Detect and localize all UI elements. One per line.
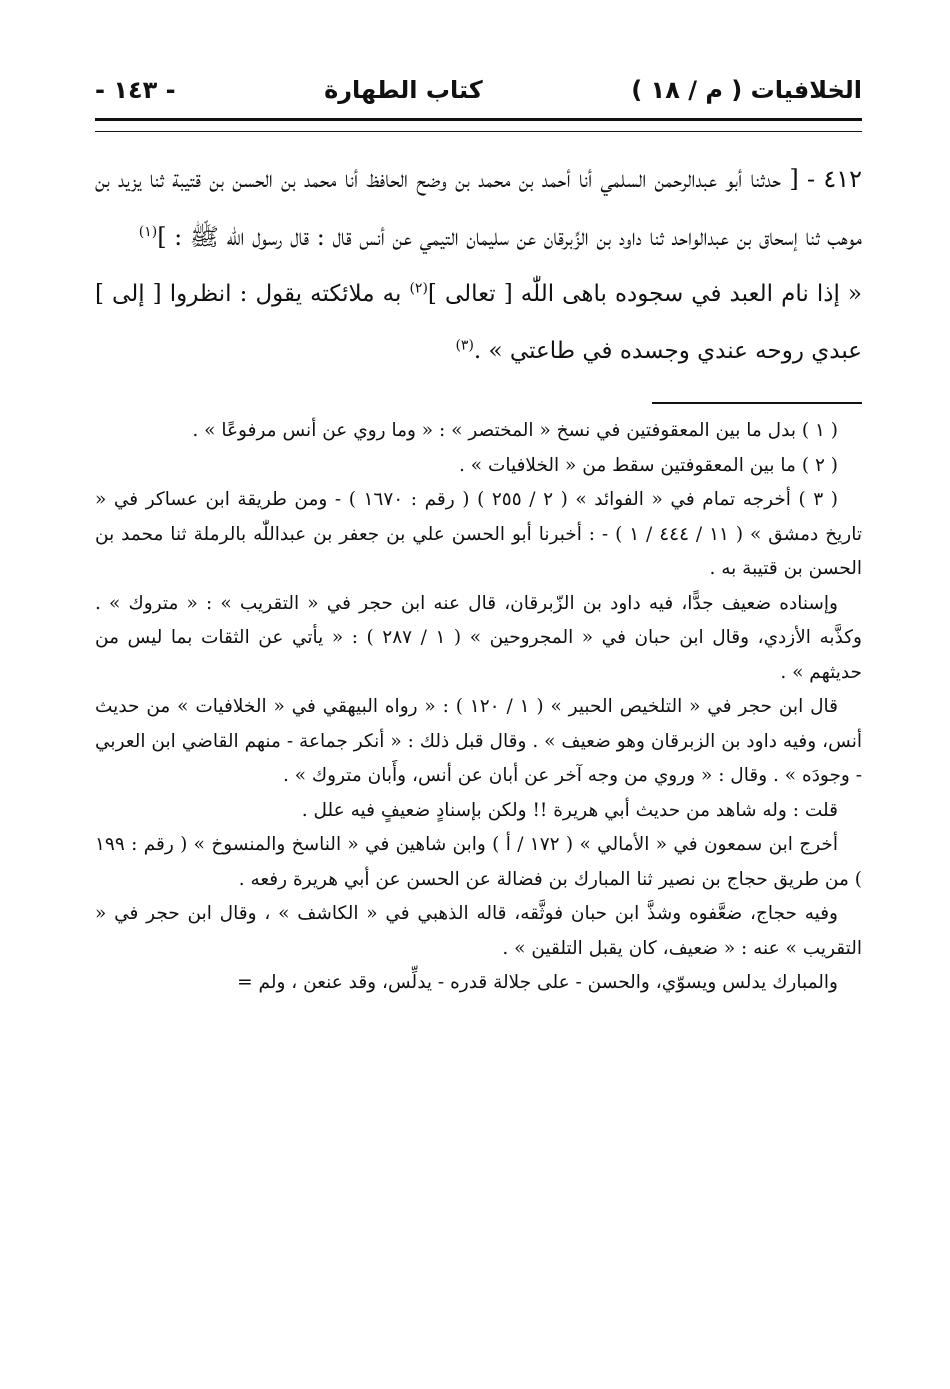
hadith-text-part2: به ملائكته يقول : انظروا [ إلى ] عبدي روحه عندي وجسده في طاعتي » . xyxy=(95,281,862,364)
footnote-paragraph: وفيه حجاج، ضعَّفوه وشذَّ ابن حبان فوثَّقه، قاله الذهبي في « الكاشف » ، وقال ابن حجر في « التقريب » عنه : « ضعيف، كان يقبل التلقين » . xyxy=(95,903,862,959)
footnote-paragraph: والمبارك يدلس ويسوّي، والحسن - على جلالة قدره - يدلِّس، وقد عنعن ، ولم = xyxy=(237,972,838,993)
footnote-paragraph: قلت : وله شاهد من حديث أبي هريرة !! ولكن بإسنادٍ ضعيفٍ فيه علل . xyxy=(301,799,838,821)
main-text xyxy=(95,150,862,380)
running-header xyxy=(95,70,862,110)
footnote-3: ( ٣ ) أخرجه تمام في « الفوائد » ( ٢ / ٢٥٥ ) ( رقم : ١٦٧٠ ) - ومن طريقة ابن عساكر في « تاريخ دمشق » ( ١١ / ٤٤٤ / ١ ) - : أخبرنا أبو الحسن علي بن جعفر بن عبداللّٰه بالرملة ثنا محمد بن الحسن بن قتيبة به . xyxy=(95,489,863,579)
footnote-ref-3: (٣) xyxy=(455,337,474,354)
footnote-ref-1: (١) xyxy=(138,224,158,240)
footnote-paragraph: أخرج ابن سمعون في « الأمالي » ( ١٧٢ / أ ) وابن شاهين في « الناسخ والمنسوخ » ( رقم : ١٩٩ ) من طريق حجاج بن نصير ثنا المبارك بن فضالة عن الحسن عن أبي هريرة رفعه . xyxy=(95,834,862,890)
hadith-text-part1: « إذا نام العبد في سجوده باهى اللّٰه [ تعالى ] xyxy=(427,281,862,307)
hadith-paragraph xyxy=(95,266,862,380)
footnote-2: ( ٢ ) ما بين المعقوفتين سقط من « الخلافيات » . xyxy=(458,454,838,476)
isnad-text: ٤١٢ - [ حدثنا أبو عبدالرحمن السلمي أنا أحمد بن محمد بن وضح الحافظ أنا محمد بن الحسن بن قتيبة ثنا يزيد بن موهب ثنا إسحاق بن عبدالواحد ثنا داود بن الزِّبرقان عن سليمان التيمي عن أنس قال : قال رسول اللّٰه ﷺ : ] xyxy=(95,165,862,251)
book-title: كتاب الطهارة xyxy=(324,76,483,104)
book-page xyxy=(95,70,862,1329)
page-number: - ١٤٣ - xyxy=(95,76,176,104)
footnotes xyxy=(95,414,862,1001)
footnote-separator xyxy=(652,402,862,404)
footnote-paragraph: قال ابن حجر في « التلخيص الحبير » ( ١ / ١٢٠ ) : « رواه البيهقي في « الخلافيات » من حديث أنس، وفيه داود بن الزبرقان وهو ضعيف » . وقال قبل ذلك : « أنكر جماعة - منهم القاضي ابن العربي - وجودَه » . وقال : « وروي من وجه آخر عن أبان عن أنس، وأَبان متروك » . xyxy=(95,696,862,786)
section-title: الخلافيات ( م / ١٨ ) xyxy=(631,76,862,104)
footnote-1: ( ١ ) بدل ما بين المعقوفتين في نسخ « المختصر » : « وما روي عن أنس مرفوعًا » . xyxy=(192,420,838,441)
footnote-paragraph: وإسناده ضعيف جدًّا، فيه داود بن الزّبرقان، قال عنه ابن حجر في « التقريب » : « متروك » . وكذَّبه الأزدي، وقال ابن حبان في « المجروحين » ( ١ / ٢٨٧ ) : « يأتي عن الثقات بما ليس من حديثهم » . xyxy=(95,592,862,683)
footnote-ref-2: (٢) xyxy=(409,280,428,297)
isnad-paragraph xyxy=(95,150,862,266)
header-double-rule xyxy=(95,118,862,132)
